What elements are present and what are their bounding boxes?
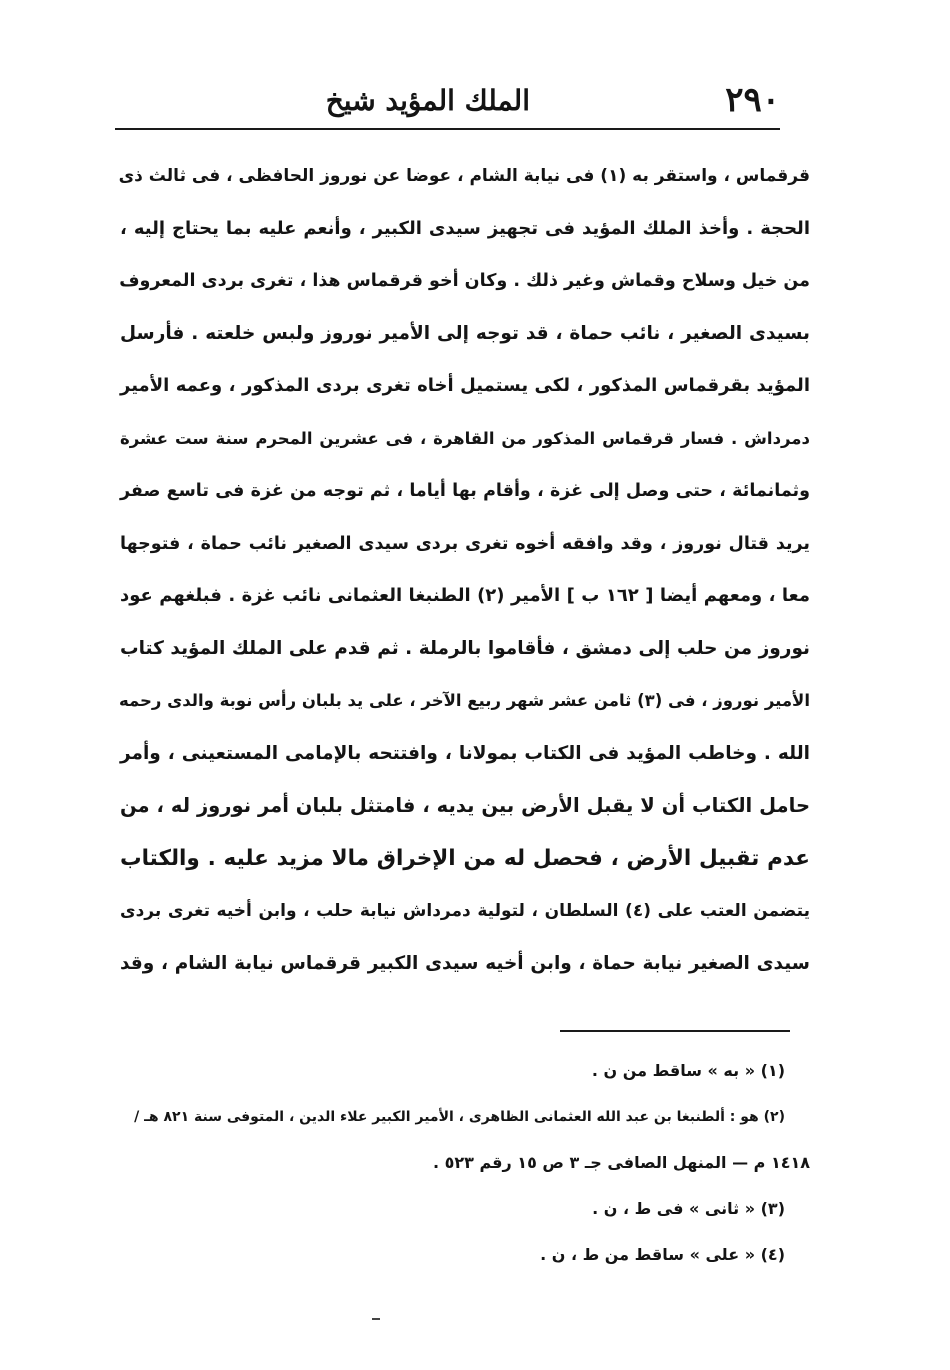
text-line: نوروز من حلب إلى دمشق ، فأقاموا بالرملة . ثم قدم على الملك المؤيد كتاب bbox=[120, 637, 810, 659]
footnote-4: (٤) « على » ساقط من ط ، ن . bbox=[540, 1245, 785, 1264]
text-line: الأمير نوروز ، فى (٣) ثامن عشر شهر ربيع الآخر ، على يد بلبان رأس نوبة والدى رحمه bbox=[118, 691, 810, 710]
text-line: الحجة . وأخذ الملك المؤيد فى تجهيز سيدى الكبير ، وأنعم عليه بما يحتاج إليه ، bbox=[120, 217, 810, 239]
text-line: دمرداش . فسار قرقماس المذكور من القاهرة ، فى عشرين المحرم سنة ست عشرة bbox=[120, 428, 810, 448]
text-line: من خيل وسلاح وقماش وغير ذلك . وكان أخو قرقماس هذا ، تغرى بردى المعروف bbox=[119, 271, 810, 291]
text-line: معا ، ومعهم أيضا [ ١٦٢ ب ] الأمير (٢) الطنبغا العثمانى نائب غزة . فبلغهم عود bbox=[120, 585, 810, 606]
text-line: يتضمن العتب على (٤) السلطان ، لتولية دمرداش نيابة حلب ، وابن أخيه تغرى بردى bbox=[120, 901, 810, 921]
text-line: وثمانمائة ، حتى وصل إلى غزة ، وأقام بها أياما ، ثم توجه من غزة فى تاسع صفر bbox=[120, 481, 810, 501]
text-line: المؤيد بقرقماس المذكور ، لكى يستميل أخاه تغرى بردى المذكور ، وعمه الأمير bbox=[120, 375, 810, 396]
footnote-1: (١) « به » ساقط من ن . bbox=[591, 1061, 785, 1080]
page-number: ٢٩٠ bbox=[725, 80, 780, 120]
page-header bbox=[115, 78, 780, 130]
header-rule bbox=[115, 128, 780, 130]
footnotes bbox=[125, 1048, 810, 1278]
footnote-3: (٣) « ثانى » فى ط ، ن . bbox=[592, 1199, 785, 1218]
text-line: قرقماس ، واستقر به (١) فى نيابة الشام ، عوضا عن نوروز الحافظى ، فى ثالث ذى bbox=[118, 166, 810, 186]
footnote-2-continued: ١٤١٨ م — المنهل الصافى جـ ٣ ص ١٥ رقم ٥٢٣ . bbox=[432, 1153, 810, 1172]
text-line: حامل الكتاب أن لا يقبل الأرض بين يديه ، فامتثل بلبان أمر نوروز له ، من bbox=[120, 794, 810, 817]
text-line: بسيدى الصغير ، نائب حماة ، قد توجه إلى الأمير نوروز ولبس خلعته . فأرسل bbox=[120, 322, 810, 344]
running-title: الملك المؤيد شيخ bbox=[325, 84, 530, 117]
text-line: عدم تقبيل الأرض ، فحصل له من الإخراق مالا مزيد عليه . والكتاب bbox=[120, 845, 810, 871]
main-text bbox=[120, 150, 810, 990]
text-line: الله . وخاطب المؤيد فى الكتاب بمولانا ، وافتتحه بالإمامى المستعينى ، وأمر bbox=[120, 742, 810, 764]
footnote-separator bbox=[560, 1030, 790, 1032]
text-line: يريد قتال نوروز ، وقد وافقه أخوه تغرى بردى سيدى الصغير نائب حماة ، فتوجها bbox=[120, 533, 810, 554]
page-mark bbox=[372, 1318, 380, 1320]
footnote-2: (٢) هو : ألطنبغا بن عبد الله العثمانى الظاهرى ، الأمير الكبير علاء الدين ، المتوفى سنة ٨٢١ هـ / bbox=[134, 1109, 785, 1125]
text-line: سيدى الصغير نيابة حماة ، وابن أخيه سيدى الكبير قرقماس نيابة الشام ، وقد bbox=[120, 952, 810, 974]
